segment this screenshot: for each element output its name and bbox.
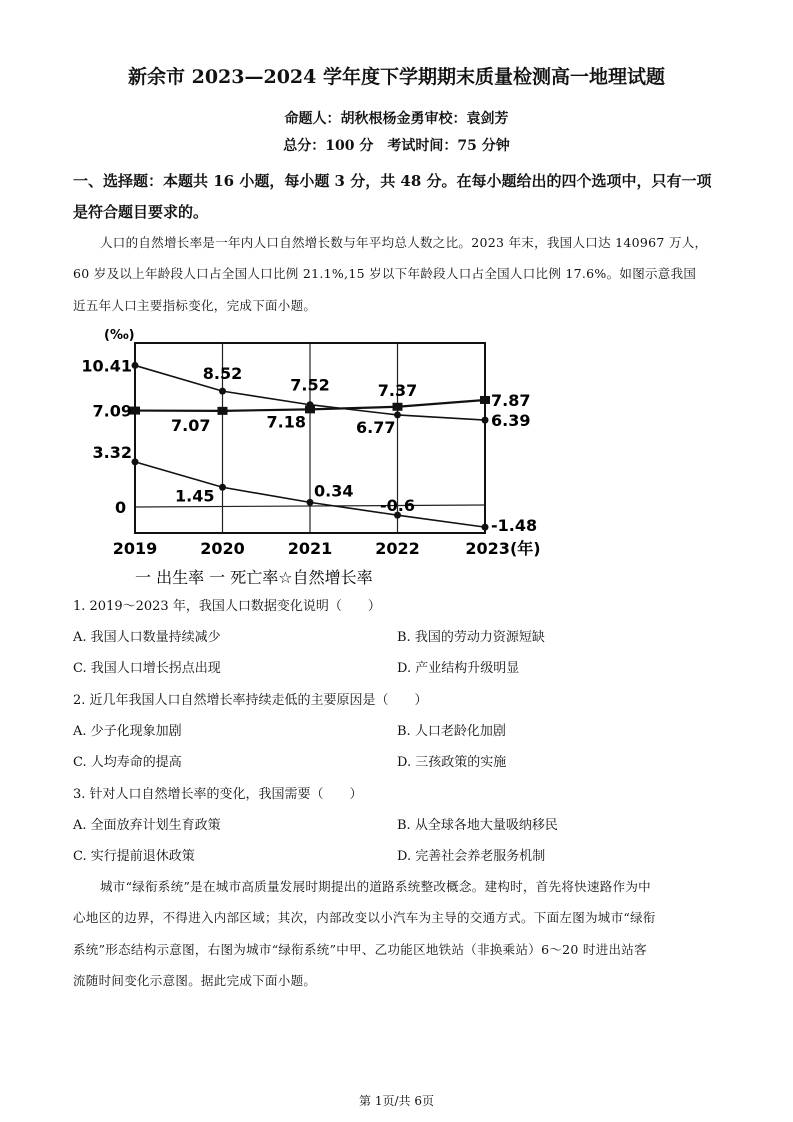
answer-option[interactable]: B. 人口老龄化加剧 — [397, 724, 506, 739]
authors: 命题人：胡秋根杨金勇审校：袁剑芳 — [284, 111, 509, 127]
answer-option[interactable]: A. 少子化现象加剧 — [73, 724, 182, 739]
growth-rate-marker — [482, 524, 489, 531]
death-rate-marker — [218, 407, 228, 415]
answer-option[interactable]: A. 我国人口数量持续减少 — [73, 630, 221, 645]
answer-option[interactable]: C. 实行提前退休政策 — [73, 849, 195, 864]
intro2-line: 城市“绿衔系统”是在城市高质量发展时期提出的道路系统整改概念。建构时，首先将快速路作为中 — [100, 879, 651, 894]
answer-option[interactable]: D. 产业结构升级明显 — [397, 661, 520, 676]
data-label: 1.45 — [175, 486, 215, 506]
birth-rate-marker — [482, 417, 489, 424]
intro2-line: 系统”形态结构示意图，右图为城市“绿衔系统”中甲、乙功能区地铁站（非换乘站）6～20 时进出站客 — [73, 942, 647, 957]
growth-rate-marker — [307, 499, 314, 506]
data-label: 3.32 — [92, 442, 132, 462]
answer-option[interactable]: A. 全面放弃计划生育政策 — [73, 818, 221, 833]
page-footer: 第 1页/共 6页 — [359, 1094, 434, 1108]
data-label: 7.18 — [266, 412, 306, 432]
data-label: 7.09 — [92, 401, 132, 421]
death-rate-marker — [480, 396, 490, 404]
data-label: 7.07 — [171, 415, 211, 435]
x-tick-label: 2021 — [287, 539, 333, 558]
intro2-line: 心地区的边界，不得进入内部区域；其次，内部改变以小汽车为主导的交通方式。下面左图为城市“绿衔 — [73, 910, 656, 925]
intro-paragraph-line: 60 岁及以上年龄段人口占全国人口比例 21.1%,15 岁以下年龄段人口占全国人口比例 17.6%。如图示意我国 — [73, 266, 697, 281]
answer-option[interactable]: C. 人均寿命的提高 — [73, 755, 182, 770]
answer-option[interactable]: D. 三孩政策的实施 — [397, 755, 507, 770]
data-label: 7.37 — [377, 380, 418, 400]
x-tick-label: 2019 — [112, 539, 158, 558]
zero-label: 0 — [115, 498, 127, 517]
x-tick-label: 2023(年) — [465, 539, 541, 558]
birth-rate-marker — [219, 388, 226, 395]
answer-option[interactable]: B. 我国的劳动力资源短缺 — [397, 630, 545, 645]
birth-rate-marker — [132, 362, 139, 369]
x-tick-label: 2022 — [375, 539, 420, 558]
section-heading-cont: 是符合题目要求的。 — [73, 203, 209, 221]
death-rate-marker — [305, 405, 315, 413]
question-stem: 2. 近几年我国人口自然增长率持续走低的主要原因是（ ） — [73, 693, 428, 708]
data-label: -1.48 — [491, 516, 538, 536]
data-label: 7.52 — [290, 375, 330, 395]
data-label: 6.77 — [356, 417, 396, 437]
question-stem: 3. 针对人口自然增长率的变化，我国需要（ ） — [73, 787, 363, 802]
growth-rate-marker — [219, 484, 226, 491]
data-label: 10.41 — [81, 356, 132, 376]
legend: 一 出生率 一 死亡率☆自然增长率 — [135, 568, 373, 587]
data-label: 7.87 — [491, 390, 531, 410]
intro-paragraph-line: 近五年人口主要指标变化，完成下面小题。 — [73, 298, 317, 313]
y-unit-label: (‰) — [104, 328, 135, 343]
data-label: -0.6 — [380, 496, 415, 516]
answer-option[interactable]: B. 从全球各地大量吸纳移民 — [397, 818, 558, 833]
intro2-line: 流随时间变化示意图。据此完成下面小题。 — [73, 973, 317, 988]
data-label: 6.39 — [491, 411, 531, 431]
score-time: 总分：100 分 考试时间：75 分钟 — [283, 138, 510, 154]
answer-option[interactable]: C. 我国人口增长拐点出现 — [73, 661, 221, 676]
data-label: 8.52 — [202, 364, 243, 384]
x-tick-label: 2020 — [200, 539, 245, 558]
growth-rate-marker — [132, 458, 139, 465]
answer-option[interactable]: D. 完善社会养老服务机制 — [397, 849, 546, 864]
intro-paragraph-line: 人口的自然增长率是一年内人口自然增长数与年平均总人数之比。2023 年末，我国人口达 140967 万人， — [100, 235, 708, 250]
section-heading: 一、选择题：本题共 16 小题，每小题 3 分，共 48 分。在每小题给出的四个选项中，只有一项 — [73, 172, 712, 190]
death-rate-marker — [393, 403, 403, 411]
exam-title: 新余市 2023—2024 学年度下学期期末质量检测高一地理试题 — [128, 66, 665, 88]
data-label: 0.34 — [314, 481, 354, 501]
question-stem: 1. 2019～2023 年，我国人口数据变化说明（ ） — [73, 599, 381, 614]
